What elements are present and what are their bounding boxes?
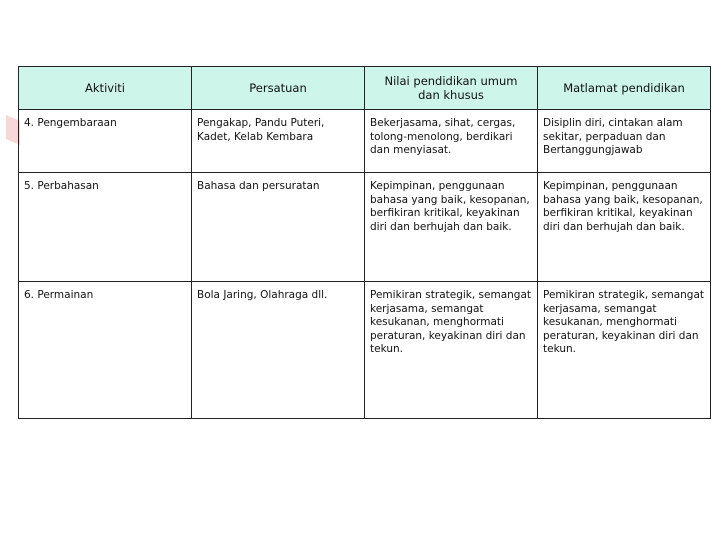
activities-table [18, 66, 711, 419]
cell-nilai: Bekerjasama, sihat, cergas, tolong-menolong, berdikari dan menyiasat. [365, 110, 538, 173]
cell-matlamat: Disiplin diri, cintakan alam sekitar, perpaduan dan Bertanggungjawab [538, 110, 711, 173]
cell-nilai: Pemikiran strategik, semangat kerjasama, semangat kesukanan, menghormati peraturan, keyakinan diri dan tekun. [365, 282, 538, 419]
cell-nilai: Kepimpinan, penggunaan bahasa yang baik, kesopanan, berfikiran kritikal, keyakinan diri dan berhujah dan baik. [365, 173, 538, 282]
header-row [19, 67, 711, 110]
cell-persatuan: Pengakap, Pandu Puteri, Kadet, Kelab Kembara [192, 110, 365, 173]
cell-aktiviti: 5. Perbahasan [19, 173, 192, 282]
table-row [19, 282, 711, 419]
cell-aktiviti: 6. Permainan [19, 282, 192, 419]
cell-persatuan: Bahasa dan persuratan [192, 173, 365, 282]
table-row [19, 110, 711, 173]
table-row [19, 173, 711, 282]
cell-aktiviti: 4. Pengembaraan [19, 110, 192, 173]
cell-matlamat: Kepimpinan, penggunaan bahasa yang baik, kesopanan, berfikiran kritikal, keyakinan diri dan berhujah dan baik. [538, 173, 711, 282]
header-aktiviti: Aktiviti [19, 67, 192, 110]
header-nilai: Nilai pendidikan umum dan khusus [365, 67, 538, 110]
cell-matlamat: Pemikiran strategik, semangat kerjasama, semangat kesukanan, menghormati peraturan, keyakinan diri dan tekun. [538, 282, 711, 419]
header-persatuan: Persatuan [192, 67, 365, 110]
header-matlamat: Matlamat pendidikan [538, 67, 711, 110]
cell-persatuan: Bola Jaring, Olahraga dll. [192, 282, 365, 419]
